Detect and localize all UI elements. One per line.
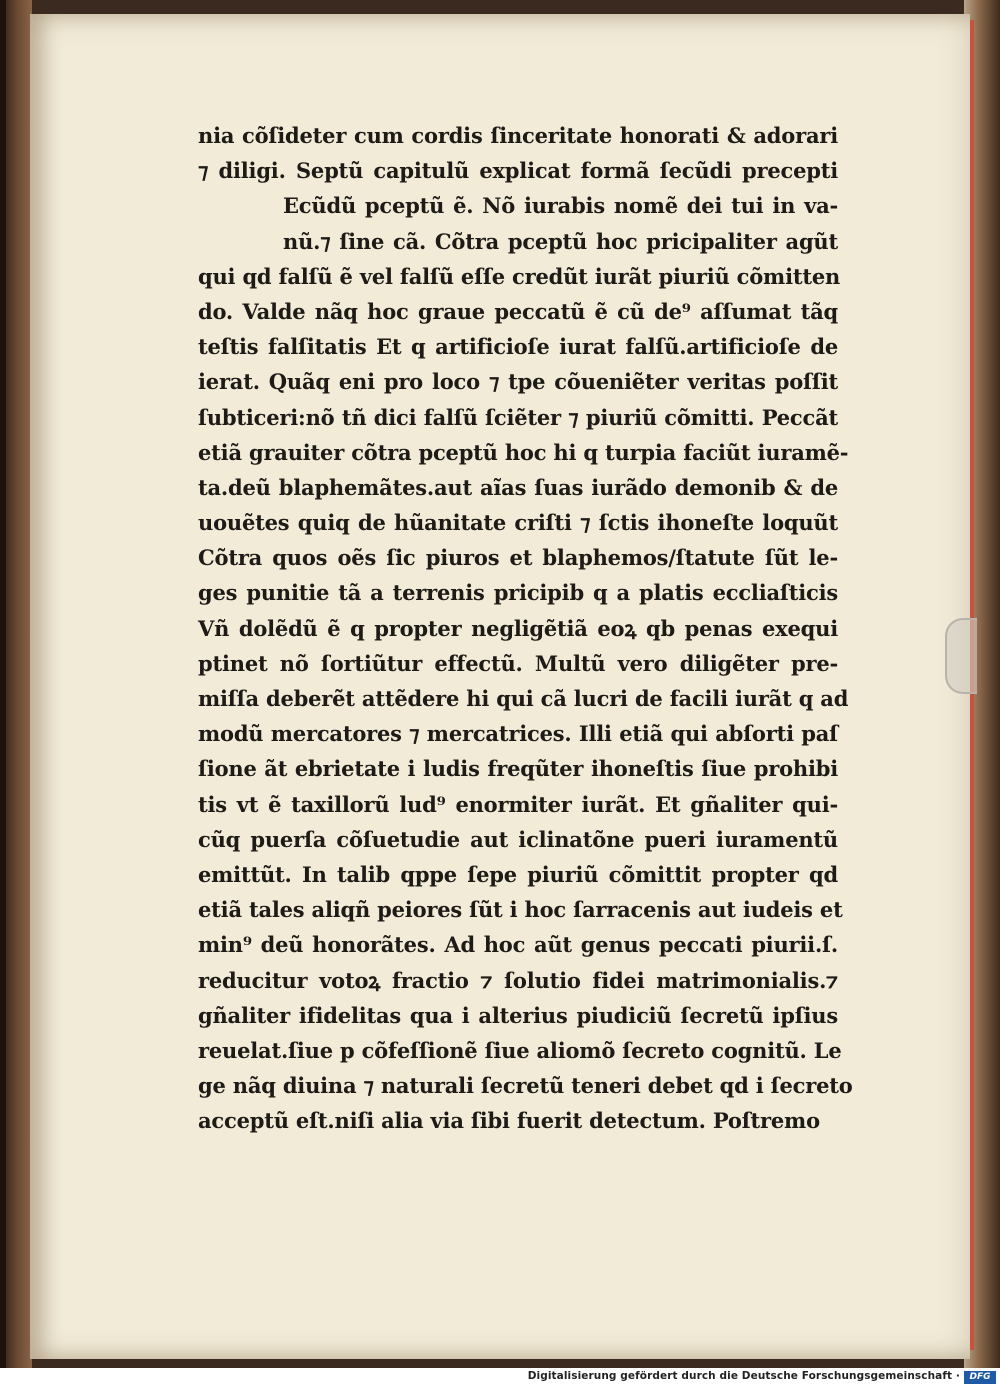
footer-credit: Digitalisierung gefördert durch die Deutsche Forschungsgemeinschaft · <box>527 1370 960 1382</box>
text-line: ⁊ diligi. Septũ capitulũ explicat formã ſecũdi precepti <box>198 158 838 184</box>
text-line: etiã grauiter cõtra pceptũ hoc hi q turpia faciũt iuramẽ- <box>198 439 849 465</box>
text-line: modũ mercatores ⁊ mercatrices. Illi etiã qui abſorti paſ <box>198 721 838 747</box>
text-block <box>198 118 853 1138</box>
page-clip <box>945 618 977 694</box>
text-line: cũq puerſa cõſuetudie aut iclinatõne pueri iuramentũ <box>198 826 838 852</box>
text-line: uouẽtes quiq de hũanitate criſti ⁊ ſctis ihoneſte loquũt <box>198 510 838 536</box>
footer <box>0 1368 1000 1387</box>
text-line: Cõtra quos oẽs ſic piuros et blaphemos/ſtatute ſũt le- <box>198 545 838 571</box>
page <box>30 14 970 1359</box>
text-line: etiã tales aliqñ peiores ſũt i hoc ſarracenis aut iudeis et <box>198 897 843 923</box>
text-line: Vñ dolẽdũ ẽ q propter negligẽtiã eoꝝ qb penas exequi <box>198 615 838 641</box>
text-line: emittũt. In talib qppe ſepe piuriũ cõmittit propter qd <box>198 861 838 887</box>
text-line: reducitur votoꝝ fractio ⁊ ſolutio fidei matrimonialis.⁊ <box>198 967 838 993</box>
text-line: ptinet nõ ſortiũtur effectũ. Multũ vero diligẽter pre- <box>198 650 838 676</box>
text-line: acceptũ eſt.niſi alia via ſibi fuerit detectum. Poſtremo <box>198 1108 820 1134</box>
text-line: ierat. Quãq eni pro loco ⁊ tpe cõueniẽter veritas poſſit <box>198 369 838 395</box>
text-line: ta.deũ blaphemãtes.aut aĩas ſuas iurãdo demonib & de <box>198 474 838 500</box>
text-line: ge nãq diuina ⁊ naturali ſecretũ teneri debet qd i ſecreto <box>198 1073 853 1099</box>
text-line: ſione ãt ebrietate i ludis freqũter ihoneſtis ſiue prohibi <box>198 756 838 782</box>
text-line: teſtis falſitatis Et q artificioſe iurat falſũ.artificioſe de <box>198 334 838 360</box>
text-line: ges punitie tã a terrenis pricipib q a platis eccliaſticis <box>198 580 838 606</box>
text-line: min⁹ deũ honorãtes. Ad hoc aũt genus peccati piurii.ſ. <box>198 932 838 958</box>
text-line: miſſa deberẽt attẽdere hi qui cã lucri de facili iurãt q ad <box>198 686 849 711</box>
book-spine-edge <box>0 0 32 1368</box>
text-line: tis vt ẽ taxillorũ lud⁹ enormiter iurãt. Et gñaliter qui- <box>198 791 838 817</box>
text-line: nia cõſideter cum cordis ſinceritate honorati & adorari <box>198 123 838 148</box>
text-line: qui qd falſũ ẽ vel falſũ eſſe credũt iurãt piuriũ cõmitten <box>198 263 841 289</box>
text-line: do. Valde nãq hoc graue peccatũ ẽ cũ de⁹ aſſumat tãq <box>198 298 838 324</box>
dfg-logo: DFG <box>964 1371 996 1384</box>
text-line: nũ.⁊ ſine cã. Cõtra pceptũ hoc pricipaliter agũt <box>283 228 838 254</box>
text-line: Ecũdũ pceptũ ẽ. Nõ iurabis nomẽ dei tui in va- <box>283 193 838 219</box>
text-line: ſubticeri:nõ tñ dici falſũ ſciẽter ⁊ piuriũ cõmitti. Peccãt <box>198 404 838 430</box>
text-line: reuelat.ſiue p cõfeſſionẽ ſiue aliomõ ſecreto cognitũ. Le <box>198 1037 842 1063</box>
text-line: gñaliter ifidelitas qua i alterius piudiciũ ſecretũ ipſius <box>198 1002 838 1028</box>
